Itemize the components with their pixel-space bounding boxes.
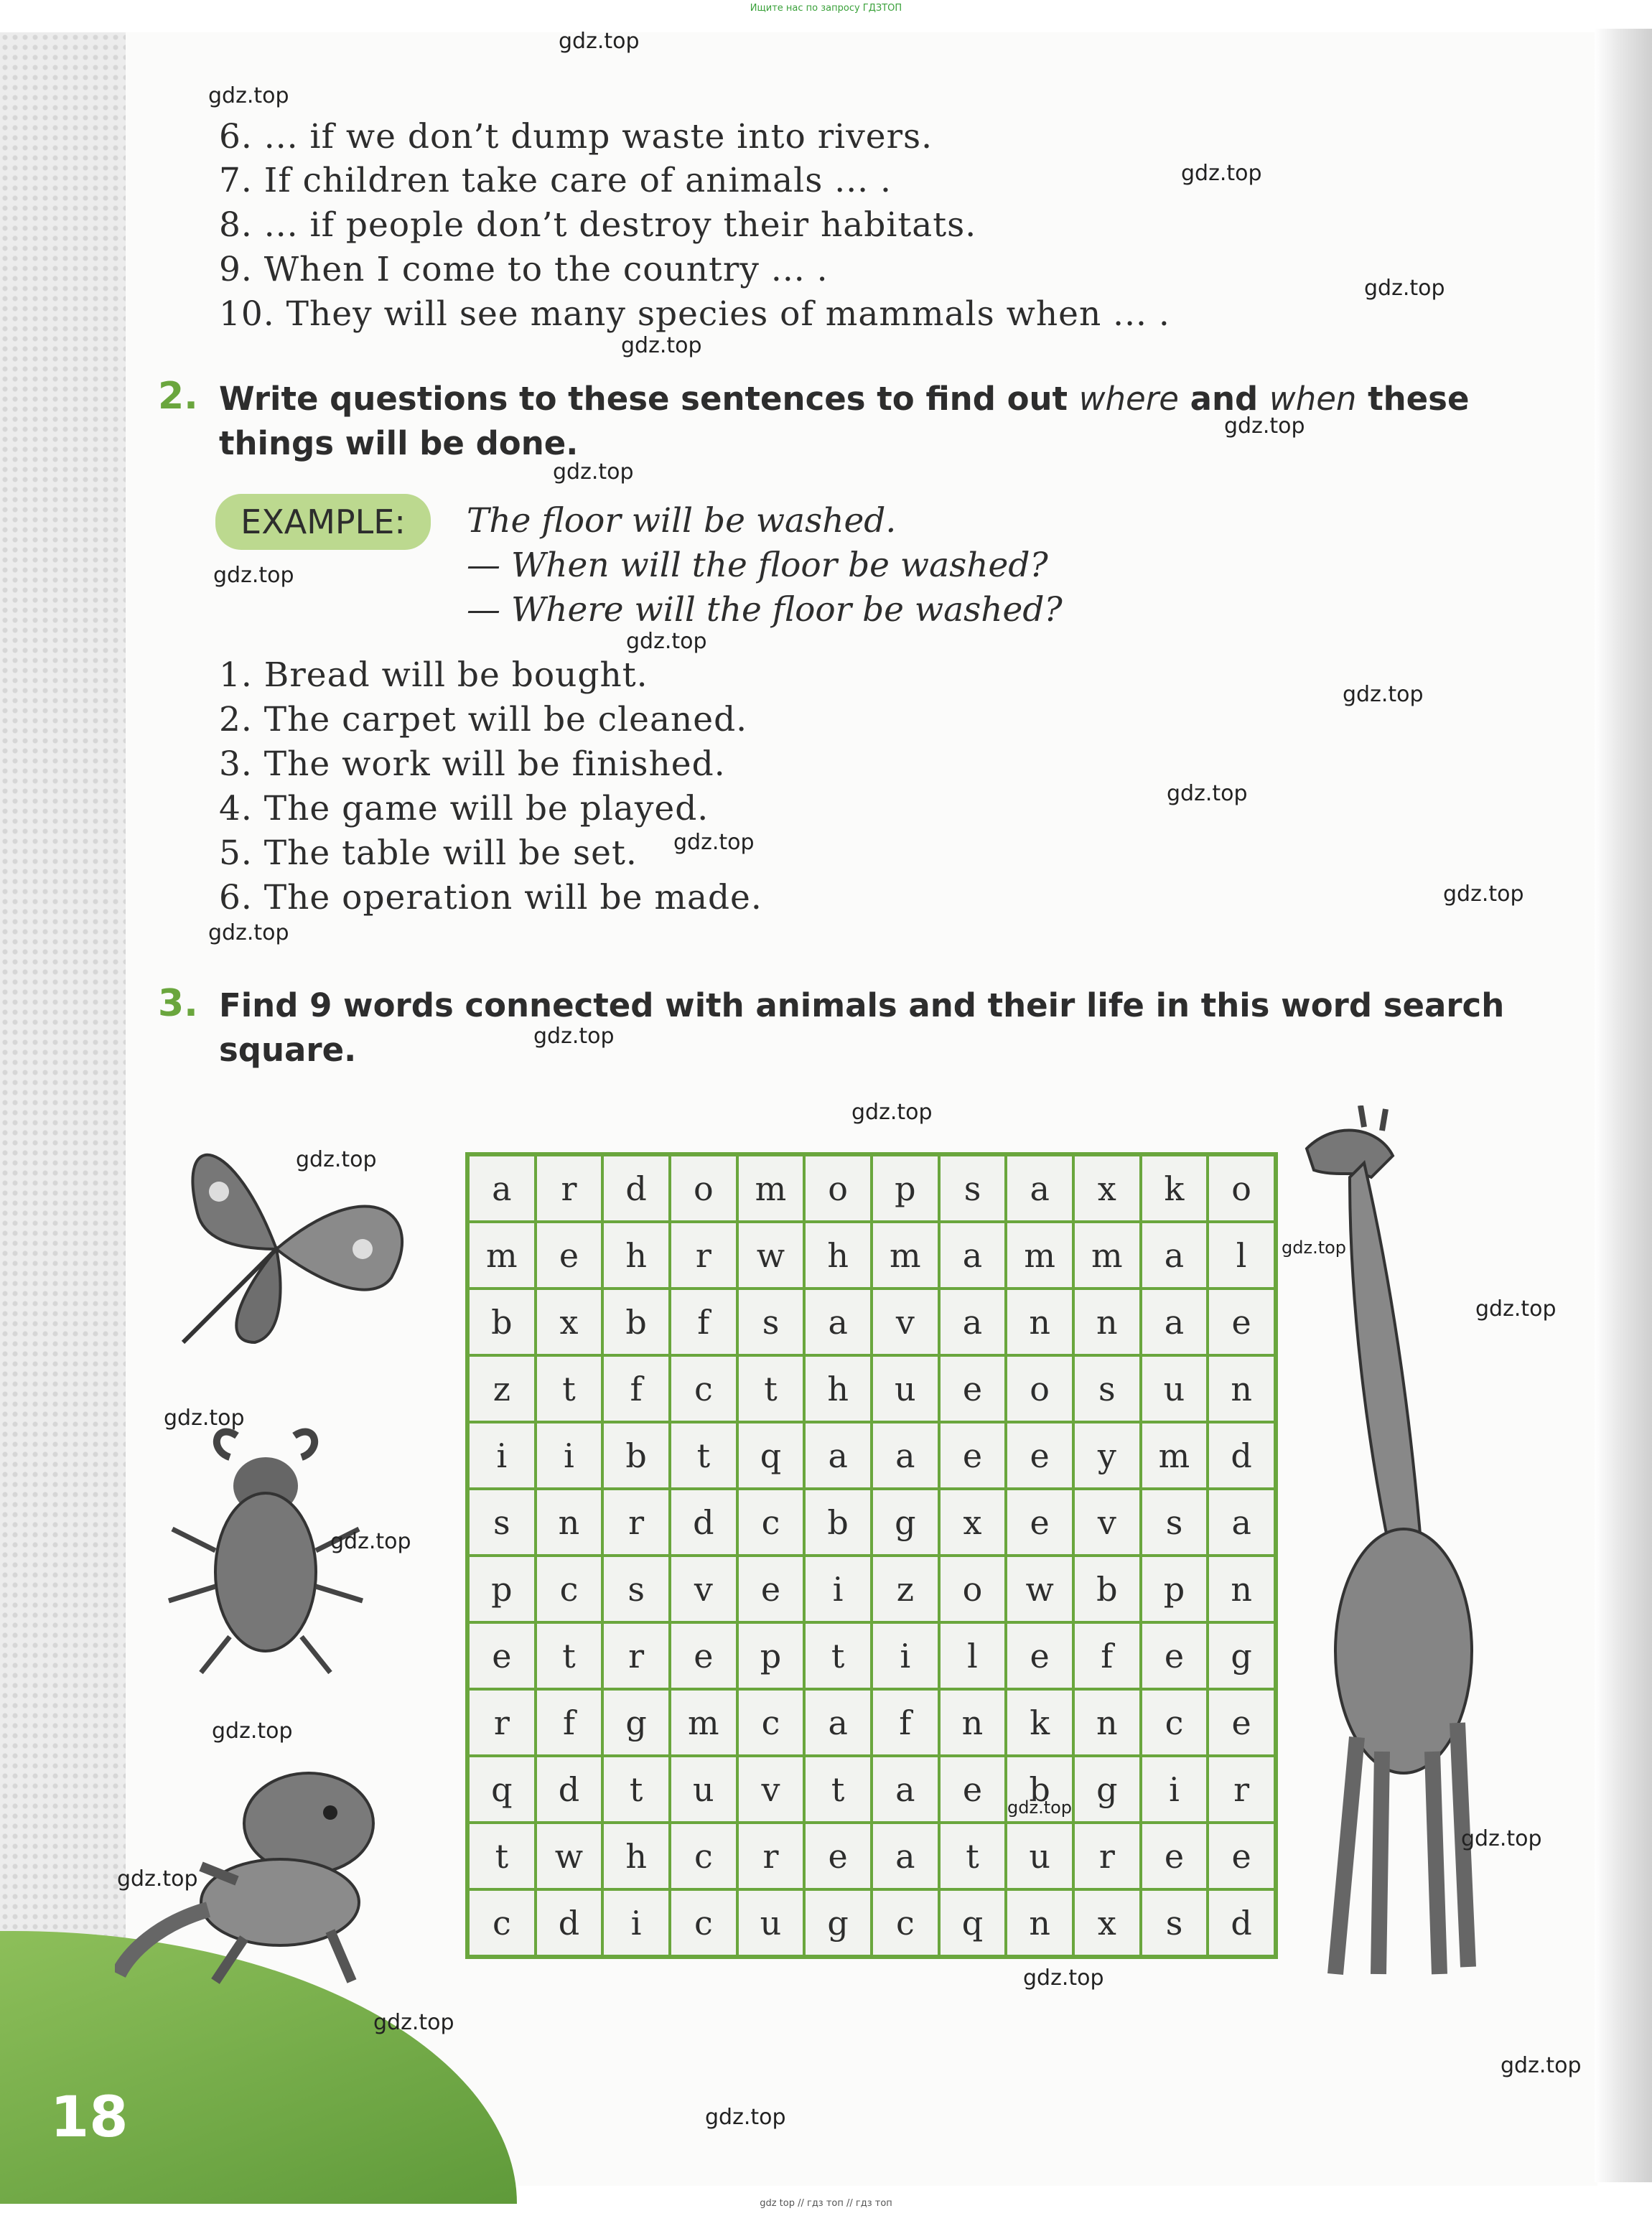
grid-cell: b [602,1289,670,1355]
grid-cell: n [1006,1889,1073,1956]
exercise1-line: 10. They will see many species of mammals when ... . [219,294,1170,334]
grid-cell: e [1006,1422,1073,1489]
grid-cell: m [1141,1422,1208,1489]
example-question: — When will the floor be washed? [467,546,1048,585]
grid-cell: p [872,1155,939,1222]
grid-cell: t [804,1756,872,1823]
grid-cell: t [804,1622,872,1689]
watermark: gdz.top [1224,413,1305,439]
grid-cell: y [1073,1422,1141,1489]
grid-cell: f [1073,1622,1141,1689]
watermark: gdz.top [373,2010,454,2035]
grid-cell: h [602,1823,670,1889]
watermark: gdz.top [533,1024,615,1049]
watermark: gdz.top [1181,161,1262,186]
grid-cell: u [1141,1355,1208,1422]
task3-number: 3. [158,982,198,1025]
grid-cell: p [1141,1556,1208,1622]
watermark: gdz.top [626,629,707,654]
task3-instruction: Find 9 words connected with animals and their life in this word search square. [219,986,1505,1069]
grid-cell: o [1208,1155,1275,1222]
grid-cell: c [670,1889,737,1956]
grid-cell: f [536,1689,603,1756]
exercise1-line: 7. If children take care of animals ... . [219,161,892,200]
grid-cell: e [1006,1489,1073,1556]
grid-cell: x [939,1489,1007,1556]
grid-cell: i [1141,1756,1208,1823]
grid-cell: n [1208,1556,1275,1622]
example-sentence: The floor will be washed. [467,501,897,541]
word-search-grid [465,1152,1278,1959]
grid-cell: m [737,1155,805,1222]
grid-cell: w [536,1823,603,1889]
grid-cell: b [1073,1556,1141,1622]
grid-cell: o [1006,1355,1073,1422]
grid-cell: a [804,1689,872,1756]
grid-cell: d [536,1889,603,1956]
grid-cell: a [939,1289,1007,1355]
grid-cell: q [468,1756,536,1823]
grid-cell: h [804,1355,872,1422]
watermark: gdz.top [1282,1238,1347,1258]
grid-cell: c [670,1823,737,1889]
grid-cell: z [468,1355,536,1422]
grid-cell: g [872,1489,939,1556]
watermark: gdz.top [208,83,289,108]
grid-cell: a [872,1823,939,1889]
grid-cell: q [737,1422,805,1489]
grid-cell: r [1208,1756,1275,1823]
grid-cell: s [939,1155,1007,1222]
grid-cell: e [1208,1689,1275,1756]
header-note: Ищите нас по запросу ГДЗТОП [750,3,902,14]
grid-cell: g [1208,1622,1275,1689]
grid-cell: e [468,1622,536,1689]
side-margin-pattern [0,32,126,2179]
grid-cell: f [602,1355,670,1422]
grid-cell: m [670,1689,737,1756]
grid-cell: s [1073,1355,1141,1422]
grid-cell: v [737,1756,805,1823]
grid-cell: a [1141,1222,1208,1289]
grid-cell: t [536,1622,603,1689]
grid-cell: v [670,1556,737,1622]
watermark: gdz.top [208,920,289,945]
grid-cell: r [737,1823,805,1889]
grid-cell: n [1006,1289,1073,1355]
task2-number: 2. [158,375,198,418]
grid-cell: c [737,1689,805,1756]
grid-cell: a [804,1289,872,1355]
watermark: gdz.top [1501,2053,1582,2078]
grid-cell: w [1006,1556,1073,1622]
watermark: gdz.top [1023,1965,1104,1991]
watermark: gdz.top [559,29,640,54]
grid-cell: e [1208,1823,1275,1889]
grid-cell: m [872,1222,939,1289]
grid-cell: s [468,1489,536,1556]
task2-item: 1. Bread will be bought. [219,655,648,695]
grid-cell: u [872,1355,939,1422]
grid-cell: a [939,1222,1007,1289]
grid-cell: a [1006,1155,1073,1222]
grid-cell: d [536,1756,603,1823]
grid-cell: u [737,1889,805,1956]
task2-item: 3. The work will be finished. [219,744,726,784]
grid-cell: i [536,1422,603,1489]
grid-cell: v [872,1289,939,1355]
grid-cell: u [1006,1823,1073,1889]
page-number: 18 [50,2085,129,2150]
watermark: gdz.top [1461,1826,1542,1851]
task2-instruction: Write questions to these sentences to find out where and when these things will be done. [219,380,1470,462]
grid-cell: d [1208,1889,1275,1956]
grid-cell: a [872,1422,939,1489]
task2-item: 5. The table will be set. [219,833,638,873]
footer-note: gdz top // гдз топ // гдз топ [760,2198,892,2209]
watermark: gdz.top [117,1866,198,1892]
grid-cell: b [602,1422,670,1489]
grid-cell: e [670,1622,737,1689]
grid-cell: r [602,1489,670,1556]
grid-cell: d [1208,1422,1275,1489]
grid-cell: i [602,1889,670,1956]
grid-cell: e [939,1756,1007,1823]
grid-cell: s [602,1556,670,1622]
grid-cell: c [468,1889,536,1956]
grid-cell: q [939,1889,1007,1956]
watermark: gdz.top [851,1100,933,1125]
watermark: gdz.top [553,459,634,485]
grid-cell: a [468,1155,536,1222]
grid-cell: o [804,1155,872,1222]
grid-cell: n [1073,1289,1141,1355]
grid-cell: n [1073,1689,1141,1756]
grid-cell: w [737,1222,805,1289]
grid-cell: r [468,1689,536,1756]
grid-cell: s [737,1289,805,1355]
grid-cell: g [804,1889,872,1956]
grid-cell: e [1208,1289,1275,1355]
grid-cell: k [1006,1689,1073,1756]
grid-cell: c [737,1489,805,1556]
grid-cell: n [536,1489,603,1556]
task2-item: 4. The game will be played. [219,789,709,828]
grid-cell: e [1141,1823,1208,1889]
grid-cell: t [670,1422,737,1489]
exercise1-line: 9. When I come to the country ... . [219,250,829,289]
grid-cell: e [737,1556,805,1622]
watermark: gdz.top [1364,276,1445,301]
grid-cell: k [1141,1155,1208,1222]
grid-cell: f [872,1689,939,1756]
grid-cell: f [670,1289,737,1355]
watermark: gdz.top [705,2105,786,2130]
grid-cell: t [536,1355,603,1422]
grid-cell: u [670,1756,737,1823]
grid-cell: a [1141,1289,1208,1355]
grid-cell: c [670,1355,737,1422]
grid-cell: e [804,1823,872,1889]
grid-cell: m [1006,1222,1073,1289]
grid-cell: d [602,1155,670,1222]
grid-cell: e [1006,1622,1073,1689]
grid-cell: c [872,1889,939,1956]
grid-cell: c [536,1556,603,1622]
watermark: gdz.top [212,1719,293,1744]
grid-cell: e [939,1355,1007,1422]
grid-cell: p [737,1622,805,1689]
grid-cell: a [1208,1489,1275,1556]
watermark: gdz.top [673,830,755,855]
grid-cell: x [536,1289,603,1355]
grid-cell: o [670,1155,737,1222]
task2-item: 6. The operation will be made. [219,878,762,917]
grid-cell: g [602,1689,670,1756]
grid-cell: r [670,1222,737,1289]
grid-cell: t [939,1823,1007,1889]
grid-cell: s [1141,1889,1208,1956]
grid-cell: t [602,1756,670,1823]
grid-cell: t [737,1355,805,1422]
grid-cell: a [872,1756,939,1823]
grid-cell: g [1073,1756,1141,1823]
watermark: gdz.top [164,1406,245,1431]
grid-cell: d [670,1489,737,1556]
grid-cell: l [1208,1222,1275,1289]
grid-cell: h [602,1222,670,1289]
grid-cell: r [602,1622,670,1689]
watermark: gdz.top [1443,882,1524,907]
watermark: gdz.top [213,563,294,588]
watermark: gdz.top [1475,1296,1557,1322]
grid-cell: r [536,1155,603,1222]
grid-cell: v [1073,1489,1141,1556]
example-badge: EXAMPLE: [215,494,431,550]
grid-cell: e [536,1222,603,1289]
grid-cell: t [468,1823,536,1889]
grid-cell: b [468,1289,536,1355]
grid-cell: e [1141,1622,1208,1689]
example-question: — Where will the floor be washed? [467,590,1063,630]
exercise1-line: 8. ... if people don’t destroy their habitats. [219,205,977,245]
grid-cell: n [1208,1355,1275,1422]
grid-cell: m [1073,1222,1141,1289]
grid-cell: o [939,1556,1007,1622]
watermark: gdz.top [296,1147,377,1172]
grid-cell: i [804,1556,872,1622]
butterfly-icon [133,1105,434,1393]
grid-cell: z [872,1556,939,1622]
watermark: gdz.top [621,333,702,358]
grid-cell: x [1073,1155,1141,1222]
grid-cell: a [804,1422,872,1489]
grid-cell: s [1141,1489,1208,1556]
watermark: gdz.top [1167,781,1248,806]
grid-cell: c [1141,1689,1208,1756]
exercise1-line: 6. ... if we don’t dump waste into rivers. [219,117,933,156]
grid-cell: e [939,1422,1007,1489]
watermark: gdz.top [1343,682,1424,707]
page-edge-shadow [1595,29,1652,2182]
watermark: gdz.top [1007,1797,1073,1818]
grid-cell: h [804,1222,872,1289]
grid-cell: p [468,1556,536,1622]
grid-cell: x [1073,1889,1141,1956]
task2-item: 2. The carpet will be cleaned. [219,700,748,739]
grid-cell: i [872,1622,939,1689]
grid-cell: i [468,1422,536,1489]
watermark: gdz.top [330,1529,411,1554]
grid-cell: m [468,1222,536,1289]
grid-cell: r [1073,1823,1141,1889]
grid-cell: n [939,1689,1007,1756]
grid-cell: l [939,1622,1007,1689]
grid-cell: b [1006,1756,1073,1823]
grid-cell: b [804,1489,872,1556]
